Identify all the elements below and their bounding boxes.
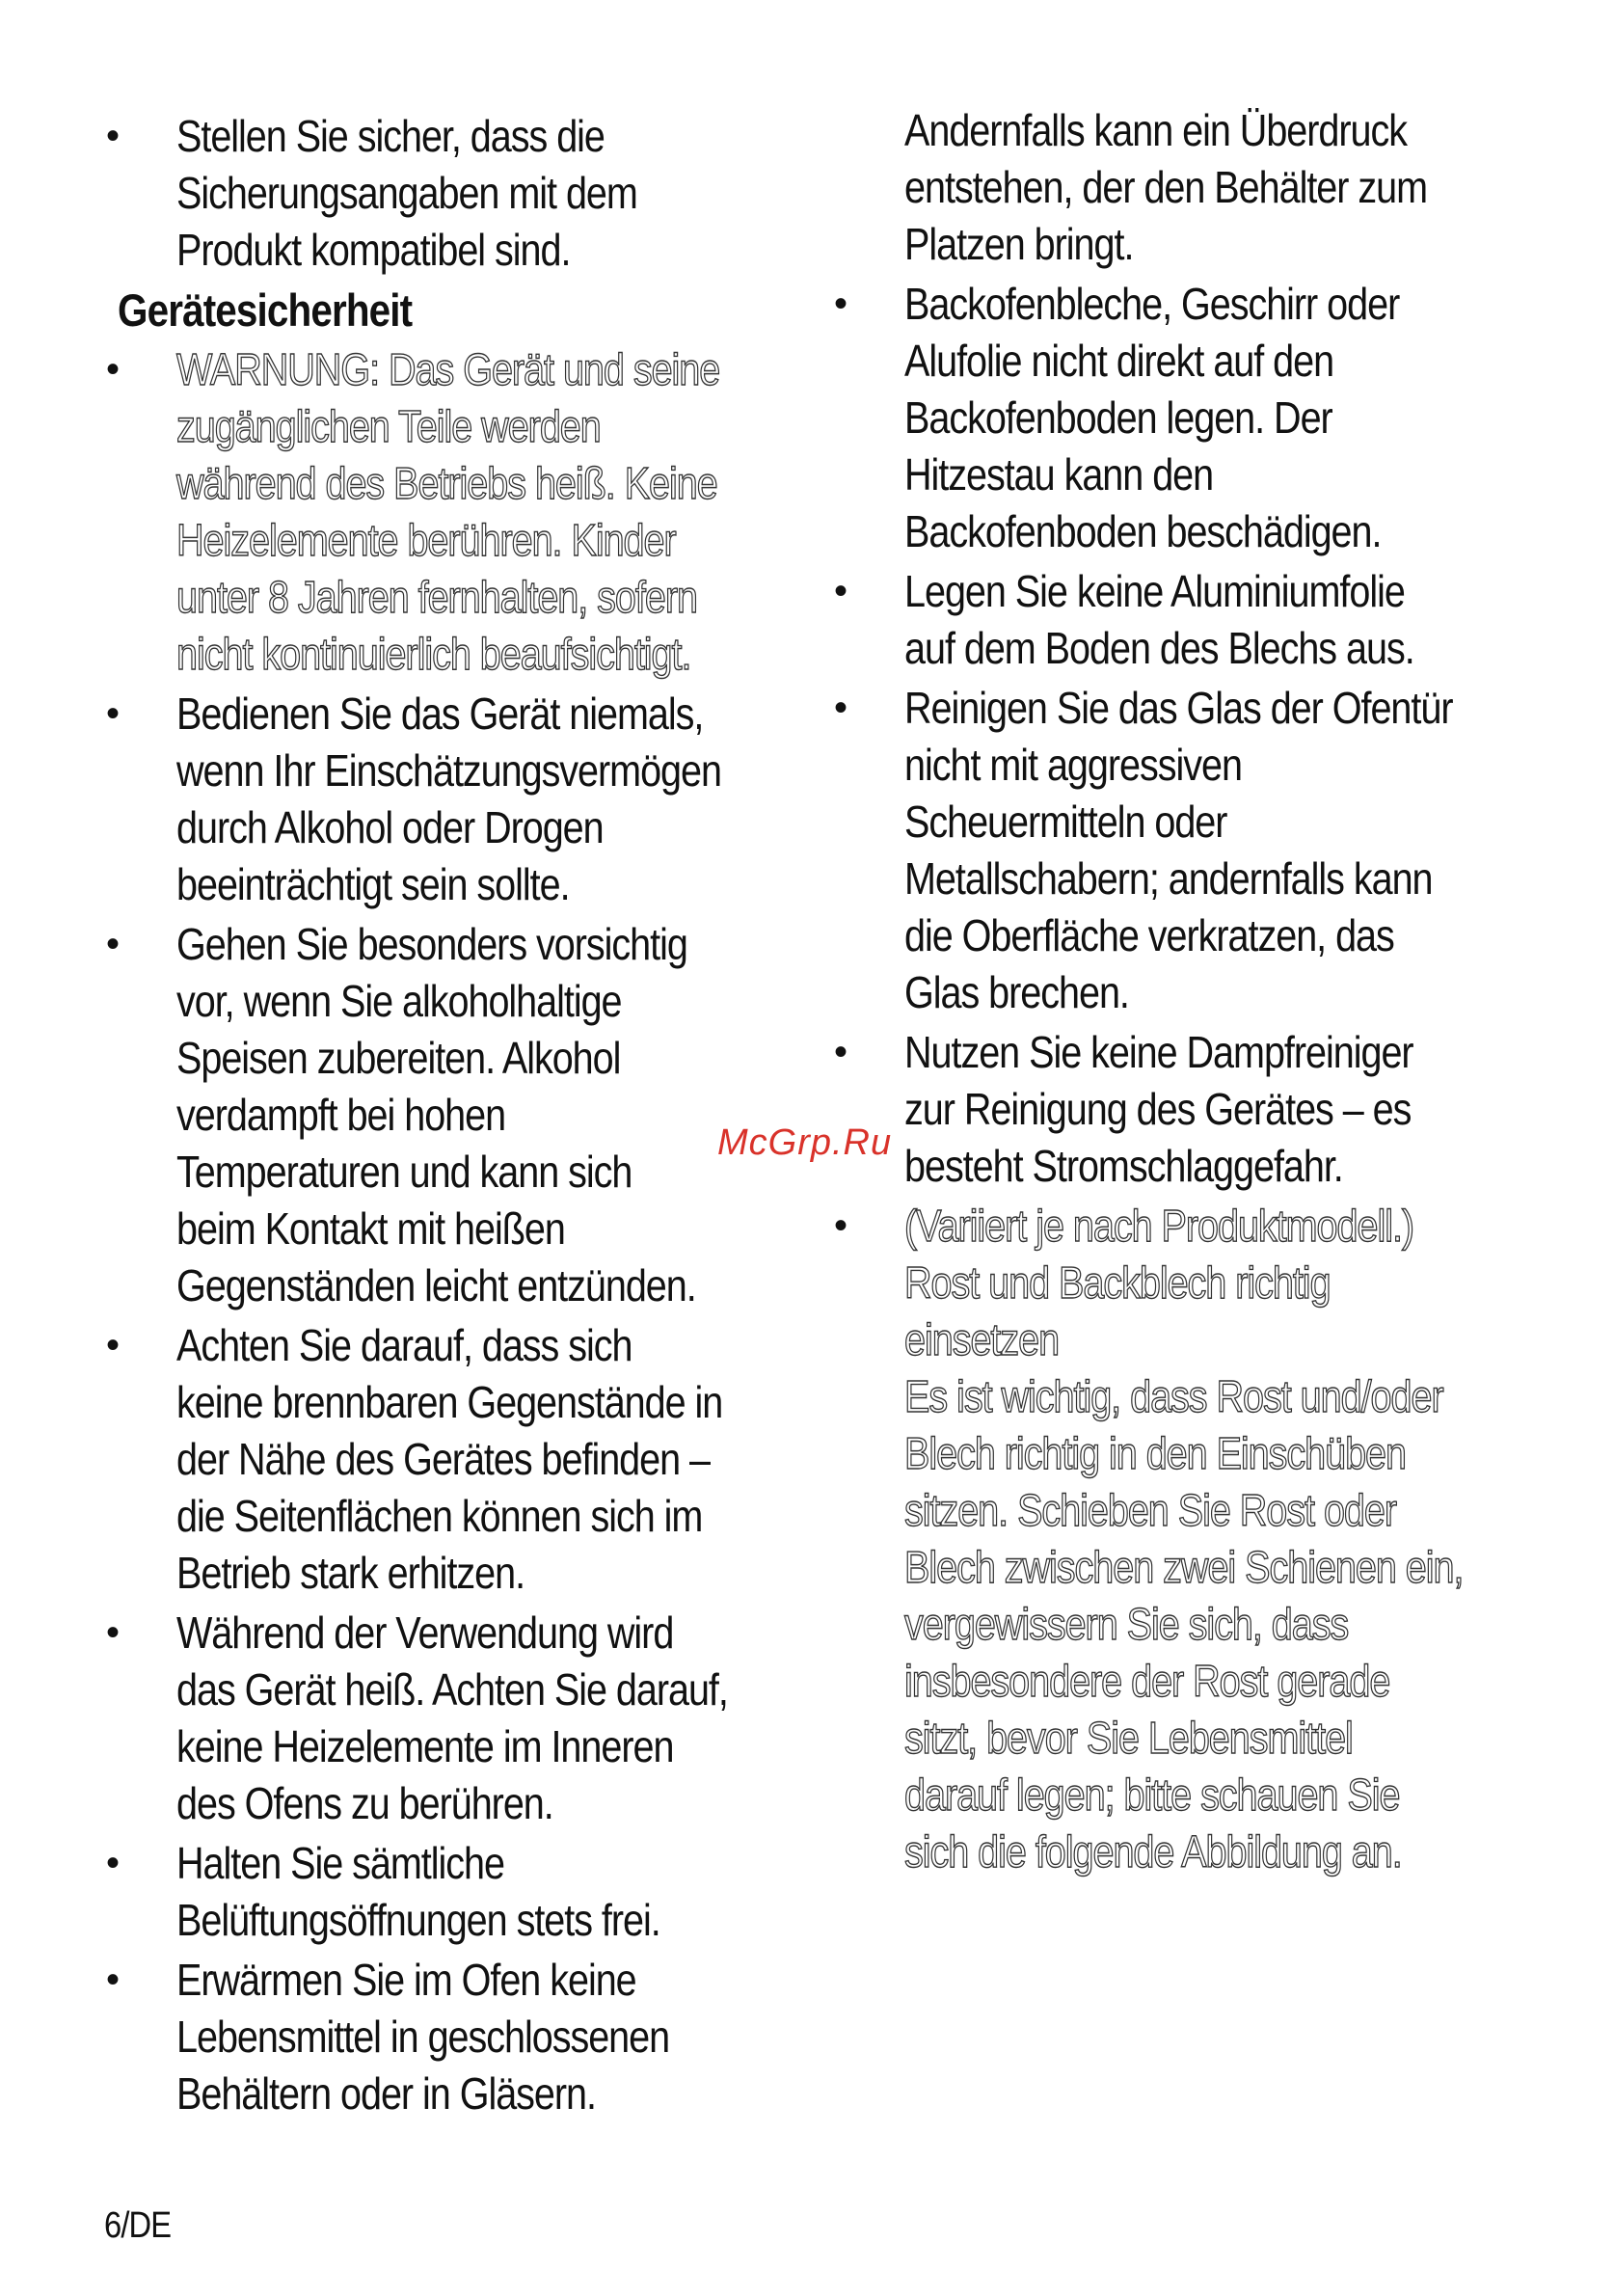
bullet-item <box>104 916 818 1314</box>
text-line: Temperaturen und kann sich <box>176 1147 632 1197</box>
text-line: Alufolie nicht direkt auf den <box>904 336 1334 386</box>
text-line: vor, wenn Sie alkoholhaltige <box>176 976 622 1026</box>
bullet-icon: • <box>106 1611 121 1654</box>
text-line: verdampft bei hohen <box>176 1090 506 1140</box>
text-line: des Ofens zu berühren. <box>176 1778 553 1828</box>
bullet-item <box>104 1317 818 1602</box>
text-line: Blech richtig in den Einschüben <box>904 1428 1407 1478</box>
text-line: Backofenboden beschädigen. <box>904 506 1382 556</box>
text-line: Backofenbleche, Geschirr oder <box>904 279 1400 329</box>
bullet-item <box>104 1952 818 2122</box>
bullet-item <box>832 1024 1546 1195</box>
text-line: einsetzen <box>904 1314 1060 1364</box>
text-line: WARNUNG: Das Gerät und seine <box>176 344 720 394</box>
left-bullet-list <box>104 341 818 2122</box>
bullet-icon: • <box>834 1204 848 1247</box>
bullet-item <box>104 686 818 913</box>
text-line: Während der Verwendung wird <box>176 1607 674 1658</box>
text-line: wenn Ihr Einschätzungsvermögen <box>176 745 721 796</box>
text-line: keine brennbaren Gegenstände in <box>176 1377 723 1427</box>
bullet-icon: • <box>106 1958 121 2001</box>
text-line: Lebensmittel in geschlossenen <box>176 2012 670 2062</box>
text-line: die Seitenflächen können sich im <box>176 1491 703 1541</box>
text-line: Stellen Sie sicher, dass die <box>176 111 605 161</box>
text-line: (Variiert je nach Produktmodell.) <box>904 1201 1414 1251</box>
text-line: Erwärmen Sie im Ofen keine <box>176 1955 636 2005</box>
text-line: nicht kontinuierlich beaufsichtigt. <box>176 629 691 679</box>
text-line: auf dem Boden des Blechs aus. <box>904 623 1414 673</box>
text-line: unter 8 Jahren fernhalten, sofern <box>176 572 697 622</box>
text-line: Metallschabern; andernfalls kann <box>904 853 1433 904</box>
text-line: Glas brechen. <box>904 967 1129 1017</box>
bullet-icon: • <box>834 283 848 325</box>
text-line: beeinträchtigt sein sollte. <box>176 859 570 909</box>
bullet-item <box>832 1198 1546 1880</box>
text-line: der Nähe des Gerätes befinden – <box>176 1434 711 1484</box>
text-line: sich die folgende Abbildung an. <box>904 1826 1402 1877</box>
text-line: das Gerät heiß. Achten Sie darauf, <box>176 1664 728 1715</box>
text-line: Speisen zubereiten. Alkohol <box>176 1033 621 1083</box>
bullet-icon: • <box>834 570 848 612</box>
bullet-item <box>104 341 818 683</box>
intro-bullet <box>104 108 818 279</box>
text-line: zur Reinigung des Gerätes – es <box>904 1084 1412 1134</box>
text-line: Blech zwischen zwei Schienen ein, <box>904 1542 1464 1592</box>
bullet-item <box>832 563 1546 677</box>
text-line: Bedienen Sie das Gerät niemals, <box>176 689 704 739</box>
text-line: Achten Sie darauf, dass sich <box>176 1320 632 1370</box>
text-line: Andernfalls kann ein Überdruck <box>904 105 1407 155</box>
text-line: während des Betriebs heiß. Keine <box>176 458 717 508</box>
bullet-item <box>104 1605 818 1832</box>
text-line: Backofenboden legen. Der <box>904 392 1332 443</box>
bullet-icon: • <box>106 1324 121 1366</box>
text-line: keine Heizelemente im Inneren <box>176 1721 674 1771</box>
text-line: sitzen. Schieben Sie Rost oder <box>904 1485 1397 1535</box>
text-line: darauf legen; bitte schauen Sie <box>904 1769 1400 1820</box>
text-line: beim Kontakt mit heißen <box>176 1203 565 1254</box>
text-line: Platzen bringt. <box>904 219 1134 269</box>
continuation-text <box>832 102 1546 273</box>
text-line: vergewissern Sie sich, dass <box>904 1599 1349 1649</box>
bullet-icon: • <box>834 1031 848 1073</box>
text-line: Gegenständen leicht entzünden. <box>176 1260 696 1310</box>
text-line: Behältern oder in Gläsern. <box>176 2068 596 2119</box>
text-line: die Oberfläche verkratzen, das <box>904 910 1394 960</box>
text-line: Scheuermitteln oder <box>904 797 1227 847</box>
right-bullet-list <box>832 276 1546 1880</box>
text-line: Legen Sie keine Aluminiumfolie <box>904 566 1405 616</box>
text-line: sitzt, bevor Sie Lebensmittel <box>904 1713 1353 1763</box>
text-line: Betrieb stark erhitzen. <box>176 1548 525 1598</box>
text-line: Belüftungsöffnungen stets frei. <box>176 1895 660 1945</box>
text-line: Gehen Sie besonders vorsichtig <box>176 919 687 969</box>
bullet-item <box>832 276 1546 560</box>
text-line: entstehen, der den Behälter zum <box>904 162 1428 212</box>
text-line: Nutzen Sie keine Dampfreiniger <box>904 1027 1413 1077</box>
bullet-icon: • <box>106 923 121 965</box>
page-number: 6/DE <box>104 2205 172 2246</box>
text-line: Reinigen Sie das Glas der Ofentür <box>904 683 1453 733</box>
bullet-icon: • <box>106 1842 121 1884</box>
bullet-icon: • <box>106 348 121 391</box>
bullet-icon: • <box>106 692 121 735</box>
left-column <box>104 108 818 2125</box>
bullet-item <box>104 1835 818 1949</box>
text-line: Rost und Backblech richtig <box>904 1257 1331 1308</box>
watermark: McGrp.Ru <box>717 1122 893 1163</box>
text-line: Hitzestau kann den <box>904 449 1214 500</box>
text-line: insbesondere der Rost gerade <box>904 1656 1390 1706</box>
text-line: Heizelemente berühren. Kinder <box>176 515 676 565</box>
bullet-icon: • <box>834 687 848 729</box>
text-line: Sicherungsangaben mit dem <box>176 168 637 218</box>
text-line: zugänglichen Teile werden <box>176 401 601 451</box>
section-heading: Gerätesicherheit <box>118 284 413 336</box>
right-column <box>832 105 1546 1883</box>
text-line: nicht mit aggressiven <box>904 740 1242 790</box>
text-line: Es ist wichtig, dass Rost und/oder <box>904 1371 1443 1421</box>
text-line: Produkt kompatibel sind. <box>176 225 571 275</box>
bullet-item <box>832 680 1546 1021</box>
text-line: durch Alkohol oder Drogen <box>176 802 604 852</box>
text-line: besteht Stromschlaggefahr. <box>904 1141 1343 1191</box>
text-line: Halten Sie sämtliche <box>176 1838 504 1888</box>
bullet-icon: • <box>106 115 121 157</box>
